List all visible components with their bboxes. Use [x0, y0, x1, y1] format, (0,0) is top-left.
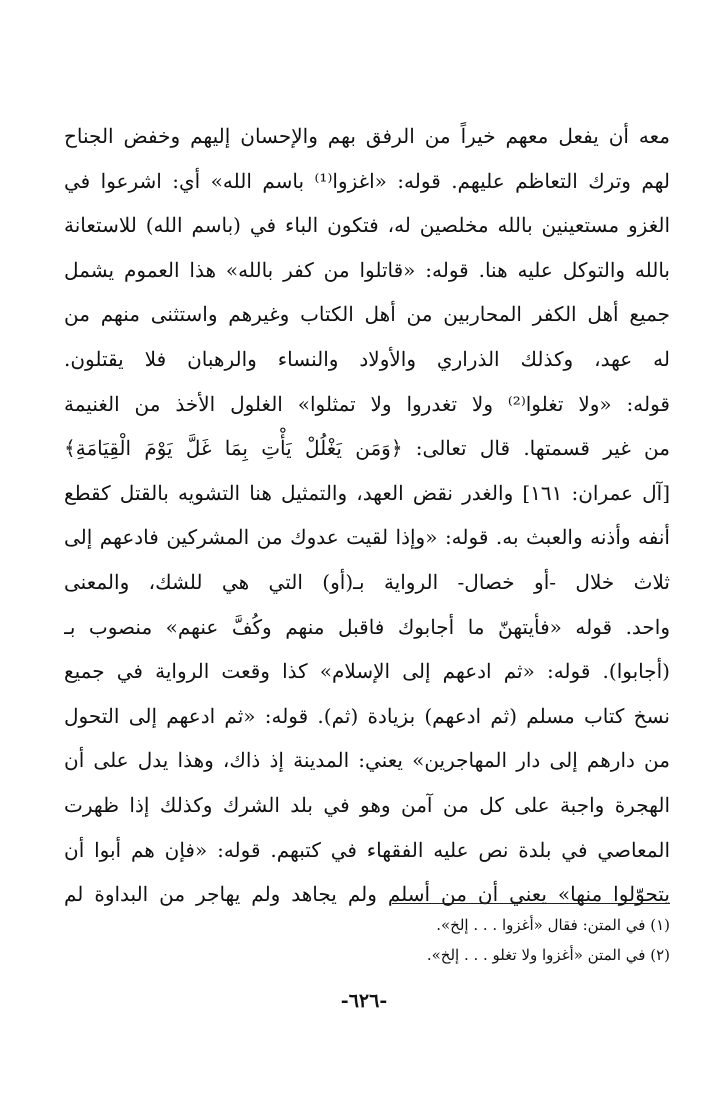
page-number: -٦٢٦-: [340, 990, 388, 1012]
text-line: الهجرة واجبة على كل من آمن وهو في بلد الشرك وكذلك إذا ظهرت: [64, 792, 670, 817]
text-line: لهم وترك التعاظم عليهم. قوله: «اغزوا⁽¹⁾ باسم الله» أي: اشرعوا في: [64, 168, 670, 193]
text-line: نسخ كتاب مسلم (ثم ادعهم) بزيادة (ثم). قوله: «ثم ادعهم إلى التحول: [64, 703, 670, 728]
text-line: جميع أهل الكفر المحاربين من أهل الكتاب وغيرهم واستثنى منهم من: [64, 302, 670, 327]
footnote-separator: [392, 903, 670, 904]
text-line: بالله والتوكل عليه هنا. قوله: «قاتلوا من كفر بالله» هذا العموم يشمل: [64, 257, 670, 282]
text-line: [آل عمران: ١٦١] والغدر نقض العهد، والتمثيل هنا التشويه بالقتل كقطع: [64, 480, 670, 505]
text-line: من دارهم إلى دار المهاجرين» يعني: المدينة إذ ذاك، وهذا يدل على أن: [64, 748, 670, 773]
footnote: (٢) في المتن «أغزوا ولا تغلو . . . إلخ».: [426, 946, 670, 964]
footnote: (١) في المتن: فقال «أغزوا . . . إلخ».: [436, 916, 670, 934]
text-line: الغزو مستعينين بالله مخلصين له، فتكون الباء في (باسم الله) للاستعانة: [64, 213, 670, 238]
text-line: معه أن يفعل معهم خيراً من الرفق بهم والإحسان إليهم وخفض الجناح: [64, 124, 670, 148]
text-line: المعاصي في بلدة نص عليه الفقهاء في كتبهم. قوله: «فإن هم أبوا أن: [64, 837, 670, 862]
text-line: له عهد، وكذلك الذراري والأولاد والنساء والرهبان فلا يقتلون.: [64, 346, 670, 371]
text-line: واحد. قوله «فأيتهنّ ما أجابوك فاقبل منهم وكُفَّ عنهم» منصوب بـ: [64, 614, 670, 639]
text-line: (أجابوا). قوله: «ثم ادعهم إلى الإسلام» كذا وقعت الرواية في جميع: [64, 659, 670, 684]
text-line: ثلاث خلال -أو خصال- الرواية بـ(أو) التي هي للشك، والمعنى: [64, 569, 670, 594]
text-line: يتحوّلوا منها» يعني أن من أسلم ولم يجاهد ولم يهاجر من البداوة لم: [64, 882, 670, 907]
text-line: قوله: «ولا تغلوا⁽²⁾ ولا تغدروا ولا تمثلوا» الغلول الأخذ من الغنيمة: [64, 391, 670, 416]
text-line: من غير قسمتها. قال تعالى: ﴿وَمَن يَغْلُلْ يَأْتِ بِمَا غَلَّ يَوْمَ الْقِيَامَةِ﴾: [64, 436, 670, 461]
text-line: أنفه وأذنه والعبث به. قوله: «وإذا لقيت عدوك من المشركين فادعهم إلى: [64, 525, 670, 550]
footnotes: [64, 910, 670, 970]
body-text: [64, 114, 670, 917]
